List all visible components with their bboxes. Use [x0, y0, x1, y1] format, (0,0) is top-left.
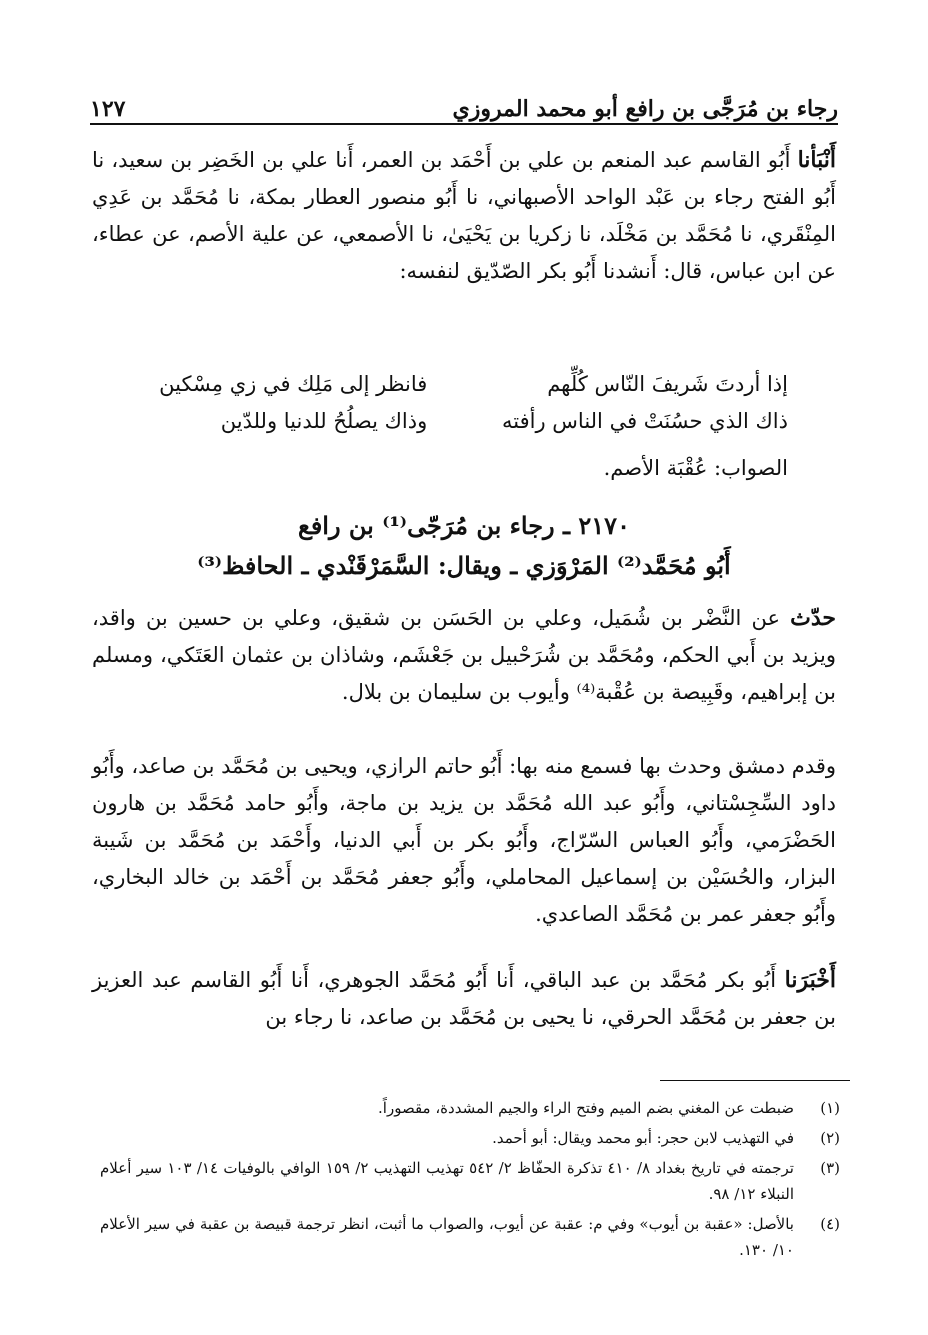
verse-row	[120, 403, 788, 440]
paragraph-isnad-2	[92, 962, 836, 1036]
entry-heading-line-2: أَبُو مُحَمَّد⁽²⁾ المَرْوَزي ـ ويقال: السَّمَرْقَنْدي ـ الحافظ⁽³⁾	[197, 551, 731, 580]
footnote-text: بالأصل: «عقبة بن أيوب» وفي م: عقبة عن أيوب، والصواب ما أثبت، انظر ترجمة قبيصة بن عقبة في سير الأعلام ١٠/ ١٣٠.	[100, 1215, 794, 1259]
verse-second-hemistich: فانظر إلى مَلِك في زي مِسْكين	[159, 372, 428, 396]
entry-heading	[92, 506, 836, 586]
header-rule	[90, 123, 838, 125]
paragraph-lead-word: أَخْبَرَنا	[784, 967, 836, 993]
verse-first-hemistich: إذا أردتَ شَريفَ النّاس كُلِّهم	[547, 372, 788, 396]
page-number: ١٢٧	[90, 96, 126, 122]
poem-verses	[120, 366, 788, 487]
running-title: رجاء بن مُرَجَّى بن رافع أبو محمد المروزي	[452, 96, 838, 122]
paragraph-text: أَبُو بكر مُحَمَّد بن عبد الباقي، أَنا أَبُو مُحَمَّد الجوهري، أَنا أَبُو القاسم عبد العزيز بن جعفر بن مُحَمَّد الحرقي، نا يحيى بن مُحَمَّد بن صاعد، نا رجاء بن	[92, 968, 836, 1029]
footnote	[100, 1155, 840, 1207]
footnote-number: (٤)	[820, 1215, 840, 1233]
paragraph-lead-word: أَنْبَأنا	[797, 147, 836, 173]
footnote	[100, 1095, 840, 1121]
entry-heading-line-1: ٢١٧٠ ـ رجاء بن مُرَجّى⁽¹⁾ بن رافع	[298, 511, 630, 540]
footnote-text: في التهذيب لابن حجر: أبو محمد ويقال: أبو أحمد.	[492, 1129, 794, 1147]
correction-note: الصواب: عُقْبَة الأصم.	[603, 456, 788, 480]
paragraph-text: وقدم دمشق وحدث بها فسمع منه بها: أَبُو حاتم الرازي، ويحيى بن مُحَمَّد بن صاعد، وأَبُو داود السِّجِسْتاني، وأَبُو عبد الله مُحَمَّد بن يزيد بن ماجة، وأَبُو حامد مُحَمَّد بن هارون الحَضْرَمي، وأَبُو العباس السّرّاج، وأَبُو بكر بن أَبي الدنيا، وأَحْمَد بن مُحَمَّد بن شَيبة البزار، والحُسَيْن بن إسماعيل المحاملي، وأَبُو جعفر مُحَمَّد بن أَحْمَد بن خالد البخاري، وأَبُو جعفر عمر بن مُحَمَّد الصاعدي.	[92, 754, 836, 926]
paragraph-isnad-1	[92, 142, 836, 290]
footnote	[100, 1125, 840, 1151]
footnote-text: ضبطت عن المغني بضم الميم وفتح الراء والجيم المشددة، مقصوراً.	[378, 1099, 794, 1117]
paragraph-teachers	[92, 600, 836, 711]
footnote-number: (١)	[820, 1099, 840, 1117]
verse-first-hemistich: ذاك الذي حسُنَتْ في الناس رأفته	[502, 409, 788, 433]
footnote-rule	[660, 1080, 850, 1081]
verse-second-hemistich: وذاك يصلُحُ للدنيا وللدّين	[220, 409, 428, 433]
footnote-number: (٢)	[820, 1129, 840, 1147]
verse-row	[120, 366, 788, 403]
footnote-text: ترجمته في تاريخ بغداد ٨/ ٤١٠ تذكرة الحفّاظ ٢/ ٥٤٢ تهذيب التهذيب ٢/ ١٥٩ الوافي بالوفيات ١٤/ ١٠٣ سير أعلام النبلاء ١٢/ ٩٨.	[100, 1159, 794, 1203]
paragraph-lead-word: حدّث	[790, 605, 836, 631]
footnotes	[100, 1095, 840, 1267]
running-head	[90, 82, 838, 122]
footnote	[100, 1211, 840, 1263]
footnote-number: (٣)	[820, 1159, 840, 1177]
paragraph-text: أَبُو القاسم عبد المنعم بن علي بن أَحْمَد بن العمر، أَنا علي بن الخَضِر بن سعيد، نا أَبُو الفتح رجاء بن عَبْد الواحد الأصبهاني، نا أَبُو منصور العطار بمكة، نا مُحَمَّد بن عَدِي المِنْقَري، نا مُحَمَّد بن مَخْلَد، نا زكريا بن يَحْيَىٰ، نا الأصمعي، عن علية الأصم، عن عطاء، عن ابن عباس، قال: أَنشدنا أَبُو بكر الصّدّيق لنفسه:	[92, 148, 836, 283]
paragraph-text: عن النَّضْر بن شُمَيل، وعلي بن الحَسَن بن شقيق، وعلي بن حسين بن واقد، ويزيد بن أَبي الحكم، ومُحَمَّد بن شُرَحْبيل بن جَعْشَم، وشاذان بن عثمان العَتَكي، ومسلم بن إبراهيم، وقَبِيصة بن عُقْبة⁽⁴⁾ وأيوب بن سليمان بن بلال.	[92, 606, 836, 704]
paragraph-students	[92, 748, 836, 933]
